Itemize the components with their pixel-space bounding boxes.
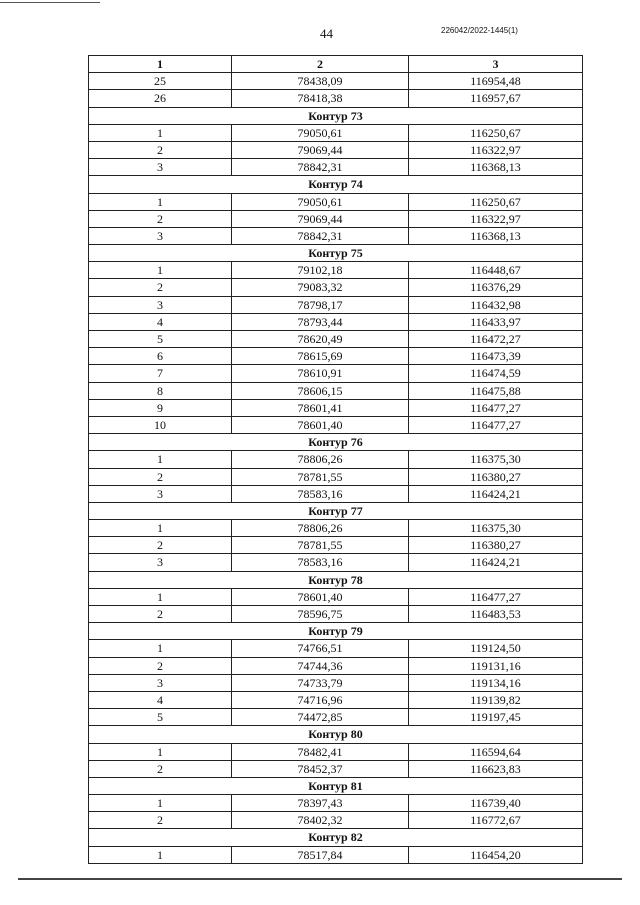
coord-x-cell: 79069,44 xyxy=(232,142,409,159)
section-header-row xyxy=(89,829,583,846)
coord-x-cell: 78606,15 xyxy=(232,383,409,400)
table-row xyxy=(89,194,583,211)
coord-y-cell: 116483,53 xyxy=(409,606,583,623)
coord-x-cell: 78610,91 xyxy=(232,365,409,382)
coord-y-cell: 116250,67 xyxy=(409,194,583,211)
coord-x-cell: 74716,96 xyxy=(232,692,409,709)
table-row xyxy=(89,761,583,778)
column-header-1: 1 xyxy=(89,56,232,73)
section-header-row xyxy=(89,623,583,640)
point-number-cell: 5 xyxy=(89,709,232,726)
table-row xyxy=(89,486,583,503)
coord-x-cell: 74733,79 xyxy=(232,675,409,692)
section-title: Контур 80 xyxy=(89,726,583,743)
point-number-cell: 25 xyxy=(89,73,232,90)
table-row xyxy=(89,451,583,468)
coord-y-cell: 116739,40 xyxy=(409,795,583,812)
coord-x-cell: 78583,16 xyxy=(232,486,409,503)
coord-y-cell: 116250,67 xyxy=(409,125,583,142)
table-row xyxy=(89,537,583,554)
point-number-cell: 1 xyxy=(89,125,232,142)
point-number-cell: 1 xyxy=(89,520,232,537)
table-header-row xyxy=(89,56,583,73)
table-row xyxy=(89,159,583,176)
coord-y-cell: 116473,39 xyxy=(409,348,583,365)
coord-y-cell: 116375,30 xyxy=(409,451,583,468)
coord-x-cell: 78620,49 xyxy=(232,331,409,348)
table-row xyxy=(89,331,583,348)
table-row xyxy=(89,365,583,382)
coord-y-cell: 116957,67 xyxy=(409,90,583,107)
coord-x-cell: 74744,36 xyxy=(232,658,409,675)
point-number-cell: 2 xyxy=(89,812,232,829)
table-row xyxy=(89,73,583,90)
point-number-cell: 1 xyxy=(89,194,232,211)
section-header-row xyxy=(89,572,583,589)
section-header-row xyxy=(89,108,583,125)
table-row xyxy=(89,469,583,486)
coord-y-cell: 116375,30 xyxy=(409,520,583,537)
coord-y-cell: 119139,82 xyxy=(409,692,583,709)
table-row xyxy=(89,314,583,331)
page-number: 44 xyxy=(320,26,333,41)
point-number-cell: 1 xyxy=(89,451,232,468)
coord-x-cell: 78402,32 xyxy=(232,812,409,829)
section-header-row xyxy=(89,726,583,743)
coord-y-cell: 116433,97 xyxy=(409,314,583,331)
coord-x-cell: 79069,44 xyxy=(232,211,409,228)
coord-y-cell: 116477,27 xyxy=(409,400,583,417)
table-row xyxy=(89,211,583,228)
point-number-cell: 6 xyxy=(89,348,232,365)
column-header-3: 3 xyxy=(409,56,583,73)
point-number-cell: 2 xyxy=(89,211,232,228)
coord-y-cell: 116454,20 xyxy=(409,847,583,864)
table-row xyxy=(89,709,583,726)
coord-y-cell: 116322,97 xyxy=(409,142,583,159)
point-number-cell: 3 xyxy=(89,486,232,503)
point-number-cell: 1 xyxy=(89,744,232,761)
coord-y-cell: 116432,98 xyxy=(409,297,583,314)
point-number-cell: 1 xyxy=(89,589,232,606)
section-title: Контур 77 xyxy=(89,503,583,520)
section-title: Контур 82 xyxy=(89,829,583,846)
coord-x-cell: 78806,26 xyxy=(232,520,409,537)
table-row xyxy=(89,554,583,571)
coord-x-cell: 78781,55 xyxy=(232,469,409,486)
table-row xyxy=(89,795,583,812)
coord-y-cell: 116772,67 xyxy=(409,812,583,829)
point-number-cell: 26 xyxy=(89,90,232,107)
point-number-cell: 3 xyxy=(89,297,232,314)
table-row xyxy=(89,228,583,245)
coord-y-cell: 119197,45 xyxy=(409,709,583,726)
coord-x-cell: 78793,44 xyxy=(232,314,409,331)
coord-x-cell: 78596,75 xyxy=(232,606,409,623)
coord-x-cell: 78418,38 xyxy=(232,90,409,107)
table-row xyxy=(89,640,583,657)
table-row xyxy=(89,675,583,692)
coord-y-cell: 116475,88 xyxy=(409,383,583,400)
point-number-cell: 2 xyxy=(89,606,232,623)
point-number-cell: 5 xyxy=(89,331,232,348)
point-number-cell: 2 xyxy=(89,469,232,486)
point-number-cell: 9 xyxy=(89,400,232,417)
point-number-cell: 4 xyxy=(89,692,232,709)
coord-x-cell: 79050,61 xyxy=(232,125,409,142)
table-row xyxy=(89,520,583,537)
table-row xyxy=(89,142,583,159)
coord-x-cell: 78615,69 xyxy=(232,348,409,365)
coord-x-cell: 74472,85 xyxy=(232,709,409,726)
coord-x-cell: 78583,16 xyxy=(232,554,409,571)
section-header-row xyxy=(89,434,583,451)
coord-x-cell: 78452,37 xyxy=(232,761,409,778)
coord-x-cell: 78397,43 xyxy=(232,795,409,812)
point-number-cell: 2 xyxy=(89,142,232,159)
table-row xyxy=(89,847,583,864)
coord-y-cell: 116380,27 xyxy=(409,537,583,554)
point-number-cell: 1 xyxy=(89,262,232,279)
point-number-cell: 1 xyxy=(89,640,232,657)
coord-x-cell: 79102,18 xyxy=(232,262,409,279)
coord-x-cell: 78601,40 xyxy=(232,417,409,434)
point-number-cell: 3 xyxy=(89,675,232,692)
point-number-cell: 2 xyxy=(89,537,232,554)
section-title: Контур 81 xyxy=(89,778,583,795)
point-number-cell: 7 xyxy=(89,365,232,382)
table-row xyxy=(89,400,583,417)
coord-x-cell: 79050,61 xyxy=(232,194,409,211)
point-number-cell: 3 xyxy=(89,228,232,245)
coord-y-cell: 116322,97 xyxy=(409,211,583,228)
table-row xyxy=(89,297,583,314)
coord-y-cell: 116448,67 xyxy=(409,262,583,279)
table-row xyxy=(89,383,583,400)
coord-x-cell: 78781,55 xyxy=(232,537,409,554)
point-number-cell: 8 xyxy=(89,383,232,400)
table-row xyxy=(89,348,583,365)
coord-x-cell: 78601,41 xyxy=(232,400,409,417)
coord-x-cell: 78798,17 xyxy=(232,297,409,314)
coord-x-cell: 78842,31 xyxy=(232,228,409,245)
document-code: 226042/2022-1445(1) xyxy=(441,26,518,35)
section-title: Контур 75 xyxy=(89,245,583,262)
coord-y-cell: 116472,27 xyxy=(409,331,583,348)
coord-x-cell: 78438,09 xyxy=(232,73,409,90)
coord-y-cell: 116424,21 xyxy=(409,486,583,503)
section-title: Контур 74 xyxy=(89,176,583,193)
section-title: Контур 73 xyxy=(89,108,583,125)
section-header-row xyxy=(89,503,583,520)
section-title: Контур 76 xyxy=(89,434,583,451)
coord-y-cell: 119134,16 xyxy=(409,675,583,692)
section-title: Контур 78 xyxy=(89,572,583,589)
coord-y-cell: 116474,59 xyxy=(409,365,583,382)
table-row xyxy=(89,279,583,296)
point-number-cell: 2 xyxy=(89,658,232,675)
coordinates-table xyxy=(88,55,583,864)
coord-y-cell: 116368,13 xyxy=(409,159,583,176)
section-header-row xyxy=(89,778,583,795)
table-row xyxy=(89,812,583,829)
table-row xyxy=(89,606,583,623)
coord-x-cell: 79083,32 xyxy=(232,279,409,296)
column-header-2: 2 xyxy=(232,56,409,73)
coord-x-cell: 78517,84 xyxy=(232,847,409,864)
coord-y-cell: 116368,13 xyxy=(409,228,583,245)
coord-y-cell: 116623,83 xyxy=(409,761,583,778)
section-header-row xyxy=(89,245,583,262)
point-number-cell: 2 xyxy=(89,761,232,778)
coord-y-cell: 116380,27 xyxy=(409,469,583,486)
coord-y-cell: 116376,29 xyxy=(409,279,583,296)
point-number-cell: 3 xyxy=(89,159,232,176)
coord-x-cell: 74766,51 xyxy=(232,640,409,657)
point-number-cell: 4 xyxy=(89,314,232,331)
table-row xyxy=(89,417,583,434)
coord-x-cell: 78601,40 xyxy=(232,589,409,606)
coord-x-cell: 78482,41 xyxy=(232,744,409,761)
coord-y-cell: 116477,27 xyxy=(409,589,583,606)
point-number-cell: 10 xyxy=(89,417,232,434)
point-number-cell: 2 xyxy=(89,279,232,296)
coord-y-cell: 119124,50 xyxy=(409,640,583,657)
coord-x-cell: 78806,26 xyxy=(232,451,409,468)
point-number-cell: 3 xyxy=(89,554,232,571)
coord-y-cell: 116954,48 xyxy=(409,73,583,90)
point-number-cell: 1 xyxy=(89,795,232,812)
table-row xyxy=(89,692,583,709)
coord-y-cell: 116594,64 xyxy=(409,744,583,761)
coord-x-cell: 78842,31 xyxy=(232,159,409,176)
coord-y-cell: 116424,21 xyxy=(409,554,583,571)
table-row xyxy=(89,125,583,142)
table-row xyxy=(89,90,583,107)
coord-y-cell: 116477,27 xyxy=(409,417,583,434)
top-scan-rule xyxy=(0,2,100,3)
coord-y-cell: 119131,16 xyxy=(409,658,583,675)
table-row xyxy=(89,744,583,761)
bottom-scan-rule xyxy=(18,878,622,880)
point-number-cell: 1 xyxy=(89,847,232,864)
table-row xyxy=(89,658,583,675)
section-header-row xyxy=(89,176,583,193)
section-title: Контур 79 xyxy=(89,623,583,640)
table-row xyxy=(89,589,583,606)
table-row xyxy=(89,262,583,279)
